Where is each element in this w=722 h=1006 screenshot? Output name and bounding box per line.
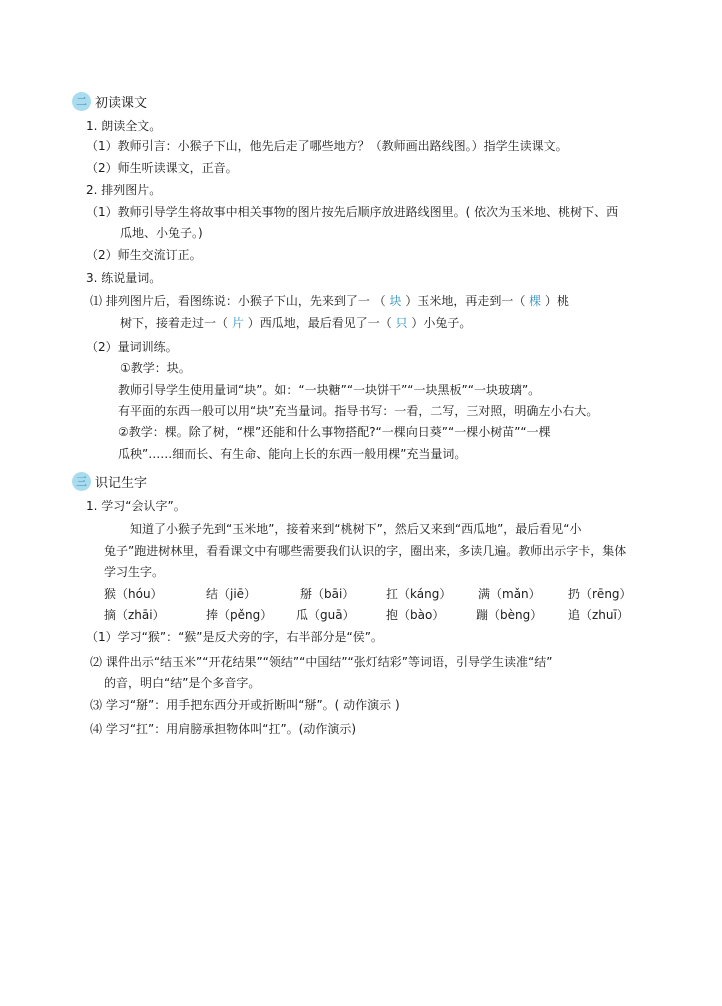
paragraph: ⑷ 学习“扛”：用肩膀承担物体叫“扛”。(动作演示) [90,722,357,736]
paragraph: 有平面的东西一般可以用“块”充当量词。指导书写：一看，二写，三对照，明确左小右大。 [118,404,599,418]
paragraph: ②教学：棵。除了树，“棵”还能和什么事物搭配?“一棵向日葵”“一棵小树苗”“一棵 [118,425,551,439]
character-card: 捧（pěng） [206,608,273,622]
text: ）玉米地，再走到一（ [405,294,526,308]
paragraph: 教师引导学生使用量词“块”。如：“一块糖”“一块饼干”“一块黑板”“一块玻璃”。 [118,383,541,397]
text: ）小兔子。 [411,316,472,330]
paragraph: （1）学习“猴”：“猴”是反犬旁的字，右半部分是“侯”。 [86,630,383,644]
character-card: 蹦（bèng） [476,608,543,622]
paragraph: 的音，明白“结”是个多音字。 [104,676,261,690]
item-3-sub-1a [90,293,569,309]
paragraph: 兔子”跑进树林里，看看课文中有哪些需要我们认识的字，圈出来，多读几遍。教师出示字卡，集体 [104,544,627,558]
item-1-sub-2: （2）师生听读课文，正音。 [86,161,238,175]
section-number-badge: 二 [72,92,91,111]
character-card: 扛（káng） [386,587,452,601]
item-3-sub-2: （2）量词训练。 [86,340,178,354]
item-2-sub-1a: （1）教师引导学生将故事中相关事物的图片按先后顺序放进路线图里。( 依次为玉米地、桃树下、西 [86,205,619,219]
answer-blank-1: 块 [389,294,402,308]
section-heading-3 [72,472,147,491]
character-card: 扔（rēng） [568,587,632,601]
character-card: 摘（zhāi） [104,608,165,622]
text: 树下，接着走过一（ [120,316,229,330]
paragraph: ⑵ 课件出示“结玉米”“开花结果”“领结”“中国结”“张灯结彩”等词语，引导学生读准“结” [90,655,553,669]
answer-blank-4: 只 [395,316,408,330]
character-card: 抱（bào） [386,608,445,622]
character-card: 猴（hóu） [104,587,163,601]
section-title: 初读课文 [95,96,148,111]
item-2-sub-2: （2）师生交流订正。 [86,248,202,262]
item-3-label: 3. 练说量词。 [86,271,162,285]
answer-blank-2: 棵 [529,294,542,308]
item-3-sub-1b [120,315,471,331]
item-1-label: 1. 朗读全文。 [86,119,162,133]
section-title: 识记生字 [95,476,148,491]
paragraph: ⑶ 学习“掰”：用手把东西分开或折断叫“掰”。( 动作演示 ) [90,698,400,712]
item-2-sub-1b: 瓜地、小兔子。) [120,226,203,240]
paragraph: 学习生字。 [104,565,165,579]
paragraph: 知道了小猴子先到“玉米地”，接着来到“桃树下”，然后又来到“西瓜地”，最后看见“小 [130,522,582,536]
character-card: 满（mǎn） [478,587,541,601]
text: ）桃 [545,294,570,308]
character-card: 结（jiē） [206,587,257,601]
character-card: 追（zhuī） [568,608,629,622]
section-heading-2 [72,92,147,111]
item-1-label: 1. 学习“会认字”。 [86,499,186,513]
paragraph: ①教学：块。 [120,361,191,375]
text: ⑴ 排列图片后，看图练说：小猴子下山，先来到了一 （ [90,294,386,308]
section-number-badge: 三 [72,472,91,491]
text: ）西瓜地，最后看见了一（ [247,316,392,330]
character-card: 瓜（guā） [296,608,355,622]
paragraph: 瓜秧”……细而长、有生命、能向上长的东西一般用棵”充当量词。 [118,447,467,461]
character-card: 掰（bāi） [300,587,355,601]
item-2-label: 2. 排列图片。 [86,183,162,197]
item-1-sub-1: （1）教师引言：小猴子下山，他先后走了哪些地方？（教师画出路线图。）指学生读课文。 [86,139,568,153]
answer-blank-3: 片 [231,316,244,330]
